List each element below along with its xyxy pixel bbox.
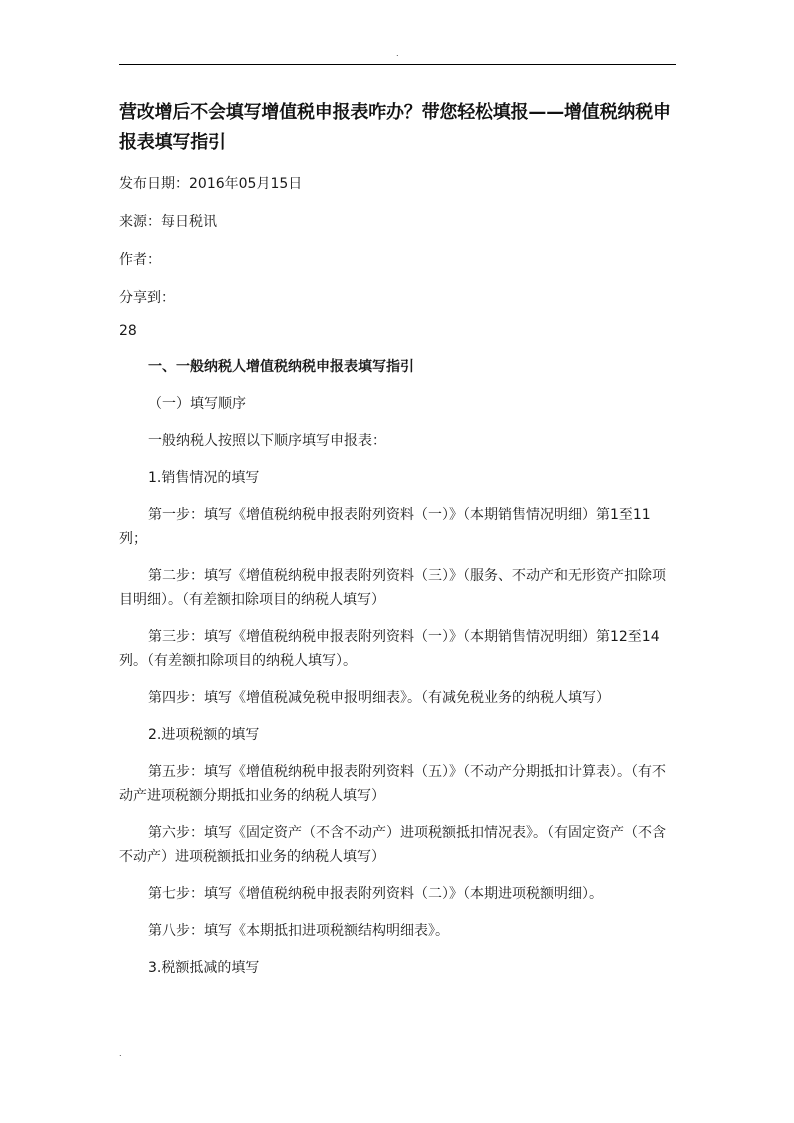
header-mark: . [396,49,399,58]
intro-paragraph: 一般纳税人按照以下顺序填写申报表： [148,433,386,449]
publish-date: 发布日期：2016年05月15日 [119,176,303,192]
part3-heading: 3.税额抵减的填写 [148,960,260,976]
article-title: 营改增后不会填写增值税申报表咋办？带您轻松填报——增值税纳税申报表填写指引 [119,102,671,153]
part1-heading: 1.销售情况的填写 [148,470,260,486]
step-3: 第三步：填写《增值税纳税申报表附列资料（一）》（本期销售情况明细）第12至14列。（有差额扣除项目的纳税人填写）。 [119,629,660,669]
part2-heading: 2.进项税额的填写 [148,727,260,743]
step-6: 第六步：填写《固定资产（不含不动产）进项税额抵扣情况表》。（有固定资产（不含不动产）进项税额抵扣业务的纳税人填写） [119,825,666,865]
document-body [119,98,676,993]
step-8: 第八步：填写《本期抵扣进项税额结构明细表》。 [148,923,449,939]
step-7: 第七步：填写《增值税纳税申报表附列资料（二）》（本期进项税额明细）。 [148,886,603,902]
step-5: 第五步：填写《增值税纳税申报表附列资料（五）》（不动产分期抵扣计算表）。（有不动产进项税额分期抵扣业务的纳税人填写） [119,764,666,804]
share-label: 分享到： [119,290,175,306]
step-1: 第一步：填写《增值税纳税申报表附列资料（一）》（本期销售情况明细）第1至11列； [119,507,651,547]
footer-mark: . [119,1049,122,1058]
author: 作者： [119,252,161,268]
section-heading: 一、一般纳税人增值税纳税申报表填写指引 [148,359,414,375]
header-rule [119,64,676,65]
source: 来源：每日税讯 [119,214,217,230]
step-4: 第四步：填写《增值税减免税申报明细表》。（有减免税业务的纳税人填写） [148,690,610,706]
article-content [119,355,676,980]
share-count: 28 [119,323,137,339]
subsection-heading: （一）填写顺序 [148,396,246,412]
step-2: 第二步：填写《增值税纳税申报表附列资料（三）》（服务、不动产和无形资产扣除项目明细）。（有差额扣除项目的纳税人填写） [119,568,666,608]
